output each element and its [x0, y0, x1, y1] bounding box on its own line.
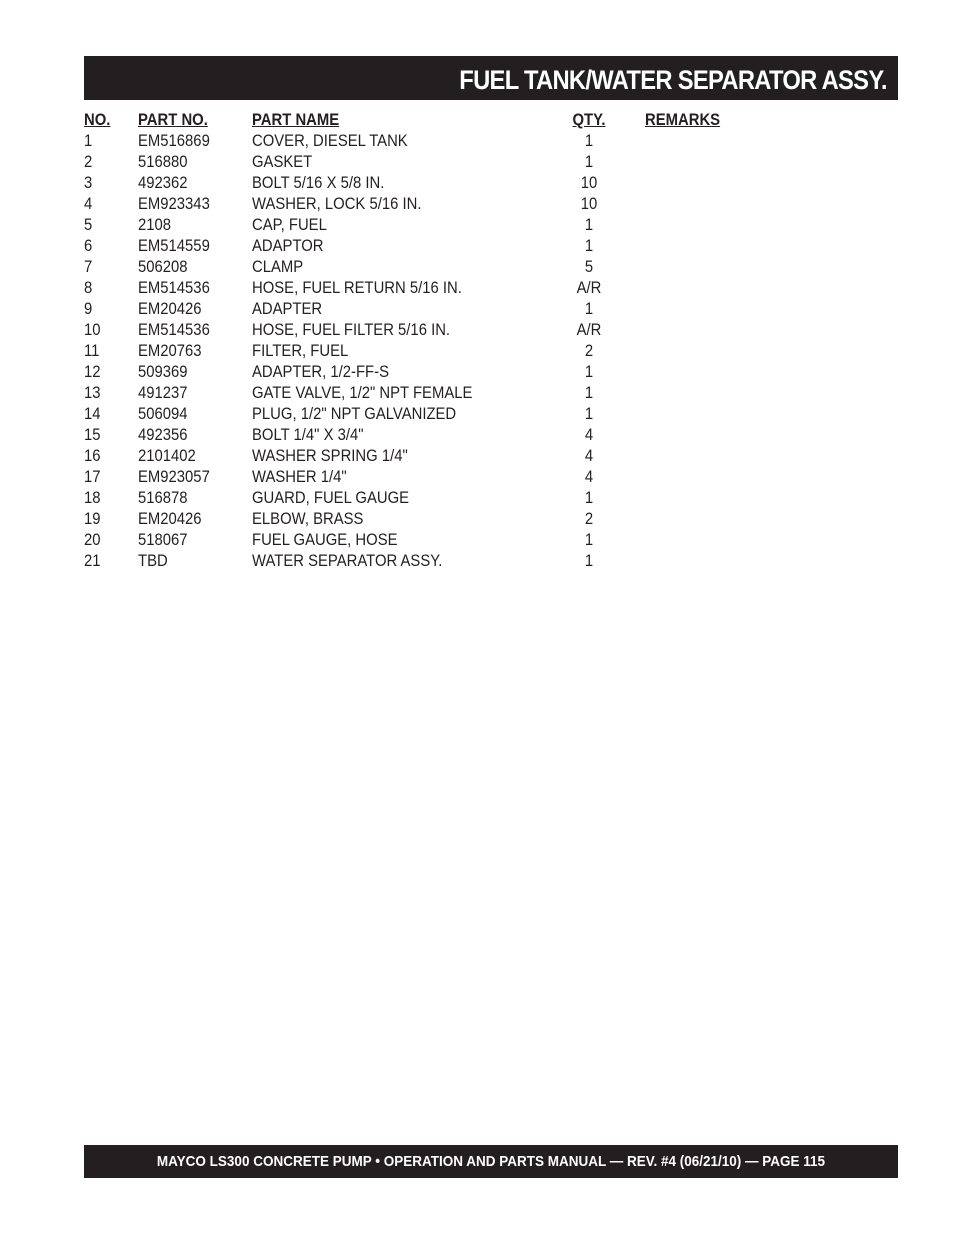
- table-row: [84, 383, 784, 404]
- cell-part-no: 509369: [138, 363, 188, 381]
- table-row: [84, 425, 784, 446]
- table-row: [84, 362, 784, 383]
- cell-qty: 5: [584, 258, 594, 276]
- cell-no: 18: [84, 489, 101, 507]
- cell-qty: 1: [584, 489, 594, 507]
- table-row: [84, 257, 784, 278]
- cell-part-name: BOLT 1/4" X 3/4": [252, 426, 364, 444]
- cell-qty: 1: [584, 153, 594, 171]
- table-row: [84, 194, 784, 215]
- cell-part-name: WASHER SPRING 1/4": [252, 447, 408, 465]
- table-row: [84, 173, 784, 194]
- cell-part-no: EM923057: [138, 468, 210, 486]
- cell-part-no: 518067: [138, 531, 188, 549]
- table-row: [84, 467, 784, 488]
- table-row: [84, 320, 784, 341]
- cell-part-name: FUEL GAUGE, HOSE: [252, 531, 398, 549]
- cell-qty: 1: [584, 531, 594, 549]
- parts-table: [84, 110, 784, 572]
- cell-no: 4: [84, 195, 93, 213]
- table-row: [84, 152, 784, 173]
- cell-no: 9: [84, 300, 93, 318]
- column-header-part-no: PART NO.: [138, 111, 208, 129]
- cell-part-no: EM514559: [138, 237, 210, 255]
- cell-part-name: PLUG, 1/2" NPT GALVANIZED: [252, 405, 457, 423]
- cell-part-name: FILTER, FUEL: [252, 342, 349, 360]
- cell-qty: 4: [584, 447, 594, 465]
- cell-qty: 1: [584, 300, 594, 318]
- cell-qty: 4: [584, 426, 594, 444]
- cell-no: 2: [84, 153, 93, 171]
- cell-part-name: WASHER, LOCK 5/16 IN.: [252, 195, 422, 213]
- column-header-no: NO.: [84, 111, 111, 129]
- cell-qty: 10: [580, 174, 598, 192]
- column-header-remarks: REMARKS: [645, 111, 721, 129]
- cell-part-name: GATE VALVE, 1/2" NPT FEMALE: [252, 384, 473, 402]
- page-title-bar: [84, 56, 898, 100]
- cell-no: 11: [84, 342, 100, 360]
- cell-no: 16: [84, 447, 101, 465]
- cell-part-no: 2101402: [138, 447, 196, 465]
- cell-part-name: CAP, FUEL: [252, 216, 327, 234]
- cell-part-no: 492356: [138, 426, 188, 444]
- cell-part-name: GUARD, FUEL GAUGE: [252, 489, 410, 507]
- cell-no: 14: [84, 405, 101, 423]
- cell-part-name: ADAPTER: [252, 300, 323, 318]
- cell-qty: 4: [584, 468, 594, 486]
- page-footer: MAYCO LS300 CONCRETE PUMP • OPERATION AND PARTS MANUAL — REV. #4 (06/21/10) — PAGE 115: [156, 1153, 826, 1170]
- cell-no: 6: [84, 237, 93, 255]
- cell-part-name: COVER, DIESEL TANK: [252, 132, 408, 150]
- cell-qty: 2: [584, 342, 594, 360]
- cell-part-name: BOLT 5/16 X 5/8 IN.: [252, 174, 385, 192]
- cell-qty: 1: [584, 216, 594, 234]
- cell-qty: A/R: [576, 321, 602, 339]
- table-row: [84, 404, 784, 425]
- cell-no: 13: [84, 384, 101, 402]
- cell-part-no: EM514536: [138, 321, 210, 339]
- cell-part-name: HOSE, FUEL RETURN 5/16 IN.: [252, 279, 462, 297]
- table-row: [84, 551, 784, 572]
- table-row: [84, 215, 784, 236]
- cell-part-no: 506208: [138, 258, 188, 276]
- cell-part-name: HOSE, FUEL FILTER 5/16 IN.: [252, 321, 451, 339]
- cell-part-name: ADAPTER, 1/2-FF-S: [252, 363, 389, 381]
- table-row: [84, 341, 784, 362]
- cell-part-no: TBD: [138, 552, 168, 570]
- cell-qty: 1: [584, 363, 594, 381]
- table-row: [84, 446, 784, 467]
- page-title: FUEL TANK/WATER SEPARATOR ASSY.: [459, 65, 887, 95]
- cell-part-name: WATER SEPARATOR ASSY.: [252, 552, 443, 570]
- cell-qty: 1: [584, 552, 594, 570]
- cell-part-no: EM20426: [138, 300, 202, 318]
- table-body: [84, 131, 784, 572]
- table-row: [84, 530, 784, 551]
- cell-part-no: 491237: [138, 384, 188, 402]
- cell-no: 17: [84, 468, 101, 486]
- column-header-part-name: PART NAME: [252, 111, 340, 129]
- cell-qty: 1: [584, 237, 594, 255]
- cell-no: 7: [84, 258, 93, 276]
- cell-part-name: ELBOW, BRASS: [252, 510, 364, 528]
- cell-no: 8: [84, 279, 93, 297]
- cell-qty: 1: [584, 132, 594, 150]
- cell-part-no: 516880: [138, 153, 188, 171]
- column-header-qty: QTY.: [572, 111, 606, 129]
- cell-qty: 1: [584, 405, 594, 423]
- table-header-row: [84, 110, 784, 131]
- table-row: [84, 299, 784, 320]
- cell-part-no: EM20426: [138, 510, 202, 528]
- table-row: [84, 236, 784, 257]
- table-row: [84, 131, 784, 152]
- cell-qty: A/R: [576, 279, 602, 297]
- table-row: [84, 488, 784, 509]
- cell-no: 19: [84, 510, 101, 528]
- cell-part-name: CLAMP: [252, 258, 304, 276]
- cell-no: 3: [84, 174, 93, 192]
- cell-part-no: 516878: [138, 489, 188, 507]
- table-row: [84, 278, 784, 299]
- cell-part-name: WASHER 1/4": [252, 468, 347, 486]
- table-row: [84, 509, 784, 530]
- cell-no: 21: [84, 552, 101, 570]
- cell-part-no: 506094: [138, 405, 188, 423]
- cell-part-no: EM20763: [138, 342, 202, 360]
- cell-no: 15: [84, 426, 101, 444]
- cell-part-no: 492362: [138, 174, 188, 192]
- cell-part-no: 2108: [138, 216, 172, 234]
- page-footer-bar: [84, 1145, 898, 1178]
- cell-no: 20: [84, 531, 101, 549]
- cell-part-name: ADAPTOR: [252, 237, 324, 255]
- cell-qty: 10: [580, 195, 598, 213]
- cell-qty: 1: [584, 384, 594, 402]
- cell-no: 5: [84, 216, 93, 234]
- cell-part-no: EM514536: [138, 279, 210, 297]
- cell-no: 12: [84, 363, 101, 381]
- cell-part-no: EM923343: [138, 195, 210, 213]
- cell-part-name: GASKET: [252, 153, 313, 171]
- cell-no: 1: [84, 132, 93, 150]
- cell-part-no: EM516869: [138, 132, 210, 150]
- cell-no: 10: [84, 321, 101, 339]
- cell-qty: 2: [584, 510, 594, 528]
